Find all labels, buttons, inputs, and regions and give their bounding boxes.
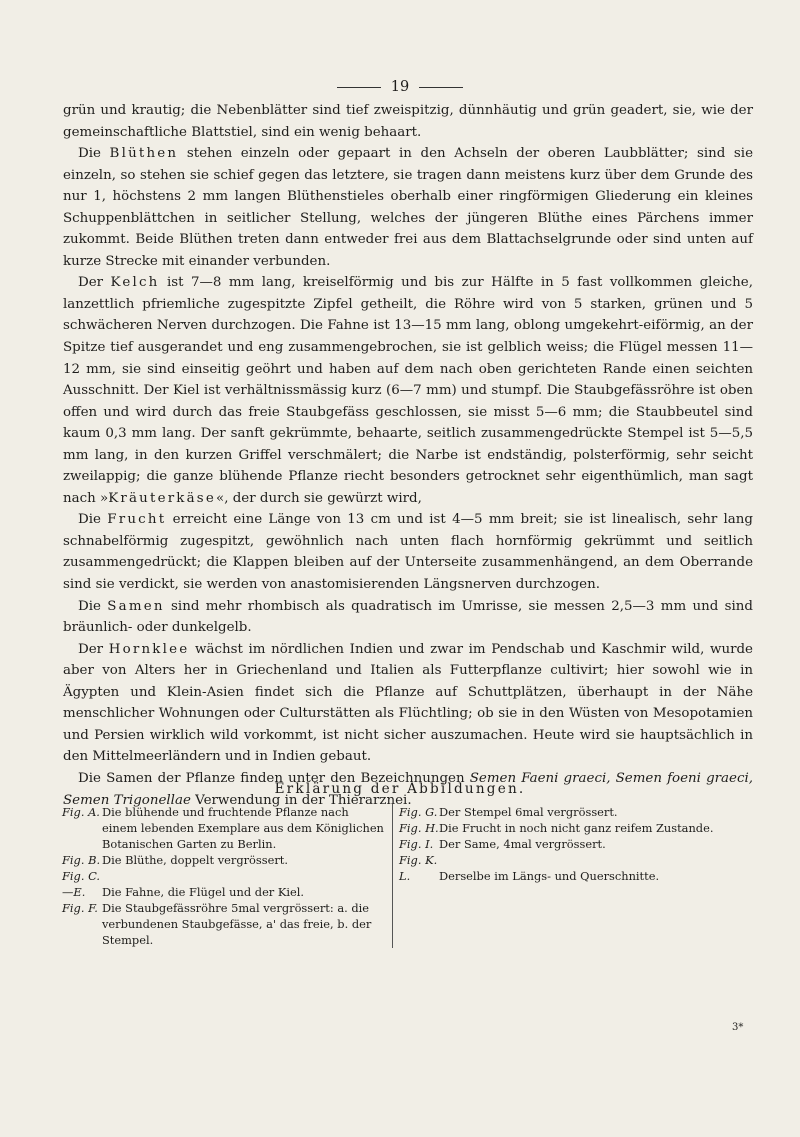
paragraph-text: ist 7—8 mm lang, kreiselförmig und bis zur Hälfte in 5 fast vollkommen gleiche, lanzettlich pfriemliche zugespitzte Zipfel getheilt, die Röhre wird von 5 starken, grünen und 5 schwächeren Nerven durchzogen. Die Fahne ist 13—15 mm lang, oblong umgekehrt-eiförmig, an der Spitze tief ausgerandet und eng zusammengebrochen, sie ist gelblich weiss; die Flügel messen 11—12 mm, sie sind einseitig geöhrt und haben auf dem nach oben gerichteten Rande einen seichten Ausschnitt. Der Kiel ist verhältnissmässig kurz (6—7 mm) und stumpf. Die Staubgefässröhre ist oben offen und wird durch das freie Staubgefäss geschlossen, sie misst 5—6 mm; die Staubbeutel sind kaum 0,3 mm lang. Der sanft gekrümmte, behaarte, seitlich zusammengedrückte Stempel ist 5—5,5 mm lang, in den kurzen Griffel verschmälert; die Narbe ist endständig, polsterförmig, sehr seicht zweilappig; die ganze blühende Pflanze riecht besonders getrocknet sehr eigenthümlich, man sagt nach »	[63, 275, 753, 506]
legend-entry	[62, 804, 386, 852]
paragraph-text: «, der durch sie gewürzt wird,	[216, 490, 422, 506]
legend-text: Die blühende und fruchtende Pflanze nach einem lebenden Exemplare aus dem Königlichen Botanischen Garten zu Berlin.	[102, 805, 384, 851]
legend-label: Fig. H.	[399, 821, 439, 835]
paragraph-text: grün und krautig; die Nebenblätter sind tief zweispitzig, dünnhäutig und grün geadert, sie, wie der gemeinschaftliche Blattstiel, sind ein wenig behaart.	[63, 103, 753, 140]
legend-label: Fig. F.	[62, 901, 98, 915]
legend-entry	[399, 820, 762, 836]
paragraph-lead: Die	[78, 598, 101, 614]
paragraph-lead: Die	[78, 512, 101, 528]
legend-text: Die Blüthe, doppelt vergrössert.	[102, 853, 288, 867]
legend-entry	[62, 852, 386, 868]
header-rule-left	[337, 87, 381, 88]
legend-text: Der Stempel 6mal vergrössert.	[439, 805, 618, 819]
paragraph-flowers	[63, 143, 753, 272]
spaced-term: Samen	[107, 598, 165, 614]
page-number: 19	[390, 79, 410, 95]
legend-text: Die Staubgefässröhre 5mal vergrössert: a. die verbundenen Staubgefässe, a' das freie, b. der Stempel.	[102, 901, 372, 947]
paragraph-lead: Der	[78, 641, 104, 657]
paragraph-seeds	[63, 596, 753, 639]
spaced-term: Hornklee	[108, 641, 190, 657]
signature-mark: 3*	[732, 1022, 744, 1033]
legend-text: Der Same, 4mal vergrössert.	[439, 837, 606, 851]
legend-label: Fig. C.—E.	[62, 869, 101, 899]
paragraph-calyx	[63, 272, 753, 509]
legend-label: Fig. G.	[399, 805, 438, 819]
legend-column-right	[393, 804, 762, 948]
paragraph-lead: Die Samen der Pflanze finden unter den Bezeichnungen	[78, 770, 465, 786]
body-text	[63, 100, 753, 811]
spaced-term: Kelch	[110, 275, 160, 291]
legend-column-left	[62, 804, 393, 948]
legend-label: Fig. K. L.	[399, 853, 438, 883]
spaced-term: Blüthen	[109, 146, 179, 162]
legend-title: Erklärung der Abbildungen.	[274, 781, 526, 797]
legend-label: Fig. I.	[399, 837, 434, 851]
paragraph-text: stehen einzeln oder gepaart in den Achseln der oberen Laubblätter; sind sie einzeln, so stehen sie schief gegen das letztere, sie tragen dann meistens kurz über dem Grunde des nur 1, höchstens 2 mm langen Blüthenstieles oberhalb einer ringförmigen Gliederung ein kleines Schuppenblättchen in seitlicher Stellung, welches der jüngeren Blüthe eines Pärchens immer zukommt. Beide Blüthen treten dann entweder frei aus dem Blattachselgrunde oder sind unten auf kurze Strecke mit einander verbunden.	[63, 146, 753, 269]
paragraph-text: wächst im nördlichen Indien und zwar im Pendschab und Kaschmir wild, wurde aber von Alters her in Griechenland und Italien als Futterpflanze cultivirt; hier sowohl wie in Ägypten und Klein-Asien findet sich die Pflanze auf Schuttplätzen, überhaupt in der Nähe menschlicher Wohnungen oder Culturstätten als Flüchtling; ob sie in den Wüsten von Mesopotamien und Persien wirklich wild vorkommt, ist nicht sicher auszumachen. Heute wird sie hauptsächlich in den Mittelmeerländern und in Indien gebaut.	[63, 641, 753, 765]
paragraph-fruit	[63, 509, 753, 595]
italic-term: Semen Faeni graeci, Semen foeni graeci, Semen Trigonellae	[63, 770, 753, 808]
page-header	[0, 79, 800, 95]
paragraph-text: sind mehr rhombisch als quadratisch im Umrisse, sie messen 2,5—3 mm und sind bräunlich- oder dunkelgelb.	[63, 598, 753, 636]
spaced-term: Kräuterkäse	[108, 490, 217, 506]
legend-entry	[399, 836, 762, 852]
figure-legend	[62, 804, 762, 948]
legend-entry	[62, 868, 386, 900]
legend-label: Fig. B.	[62, 853, 101, 867]
legend-label: Fig. A.	[62, 805, 100, 819]
paragraph-distribution	[63, 639, 753, 768]
legend-entry	[399, 804, 762, 820]
legend-text: Die Fahne, die Flügel und der Kiel.	[102, 885, 305, 899]
legend-text: Die Frucht in noch nicht ganz reifem Zustande.	[439, 821, 714, 835]
spaced-term: Frucht	[107, 512, 167, 528]
header-rule-right	[419, 87, 463, 88]
paragraph-lead: Die	[78, 146, 101, 162]
paragraph-lead: Der	[78, 275, 104, 291]
paragraph-text: Verwendung in der Thierarznei.	[195, 792, 412, 808]
legend-entry	[62, 900, 386, 948]
paragraph-text: erreicht eine Länge von 13 cm und ist 4—5 mm breit; sie ist linealisch, sehr lang schnabelförmig zugespitzt, gewöhnlich nach unten flach hornförmig gekrümmt und seitlich zusammengedrückt; die Klappen bleiben auf der Unterseite zusammenhängend, an dem Oberrande sind sie verdickt, sie werden von anastomisierenden Längsnerven durchzogen.	[63, 512, 753, 593]
legend-entry	[399, 852, 762, 884]
paragraph-leaves	[63, 100, 753, 143]
legend-text: Derselbe im Längs- und Querschnitte.	[439, 869, 660, 883]
